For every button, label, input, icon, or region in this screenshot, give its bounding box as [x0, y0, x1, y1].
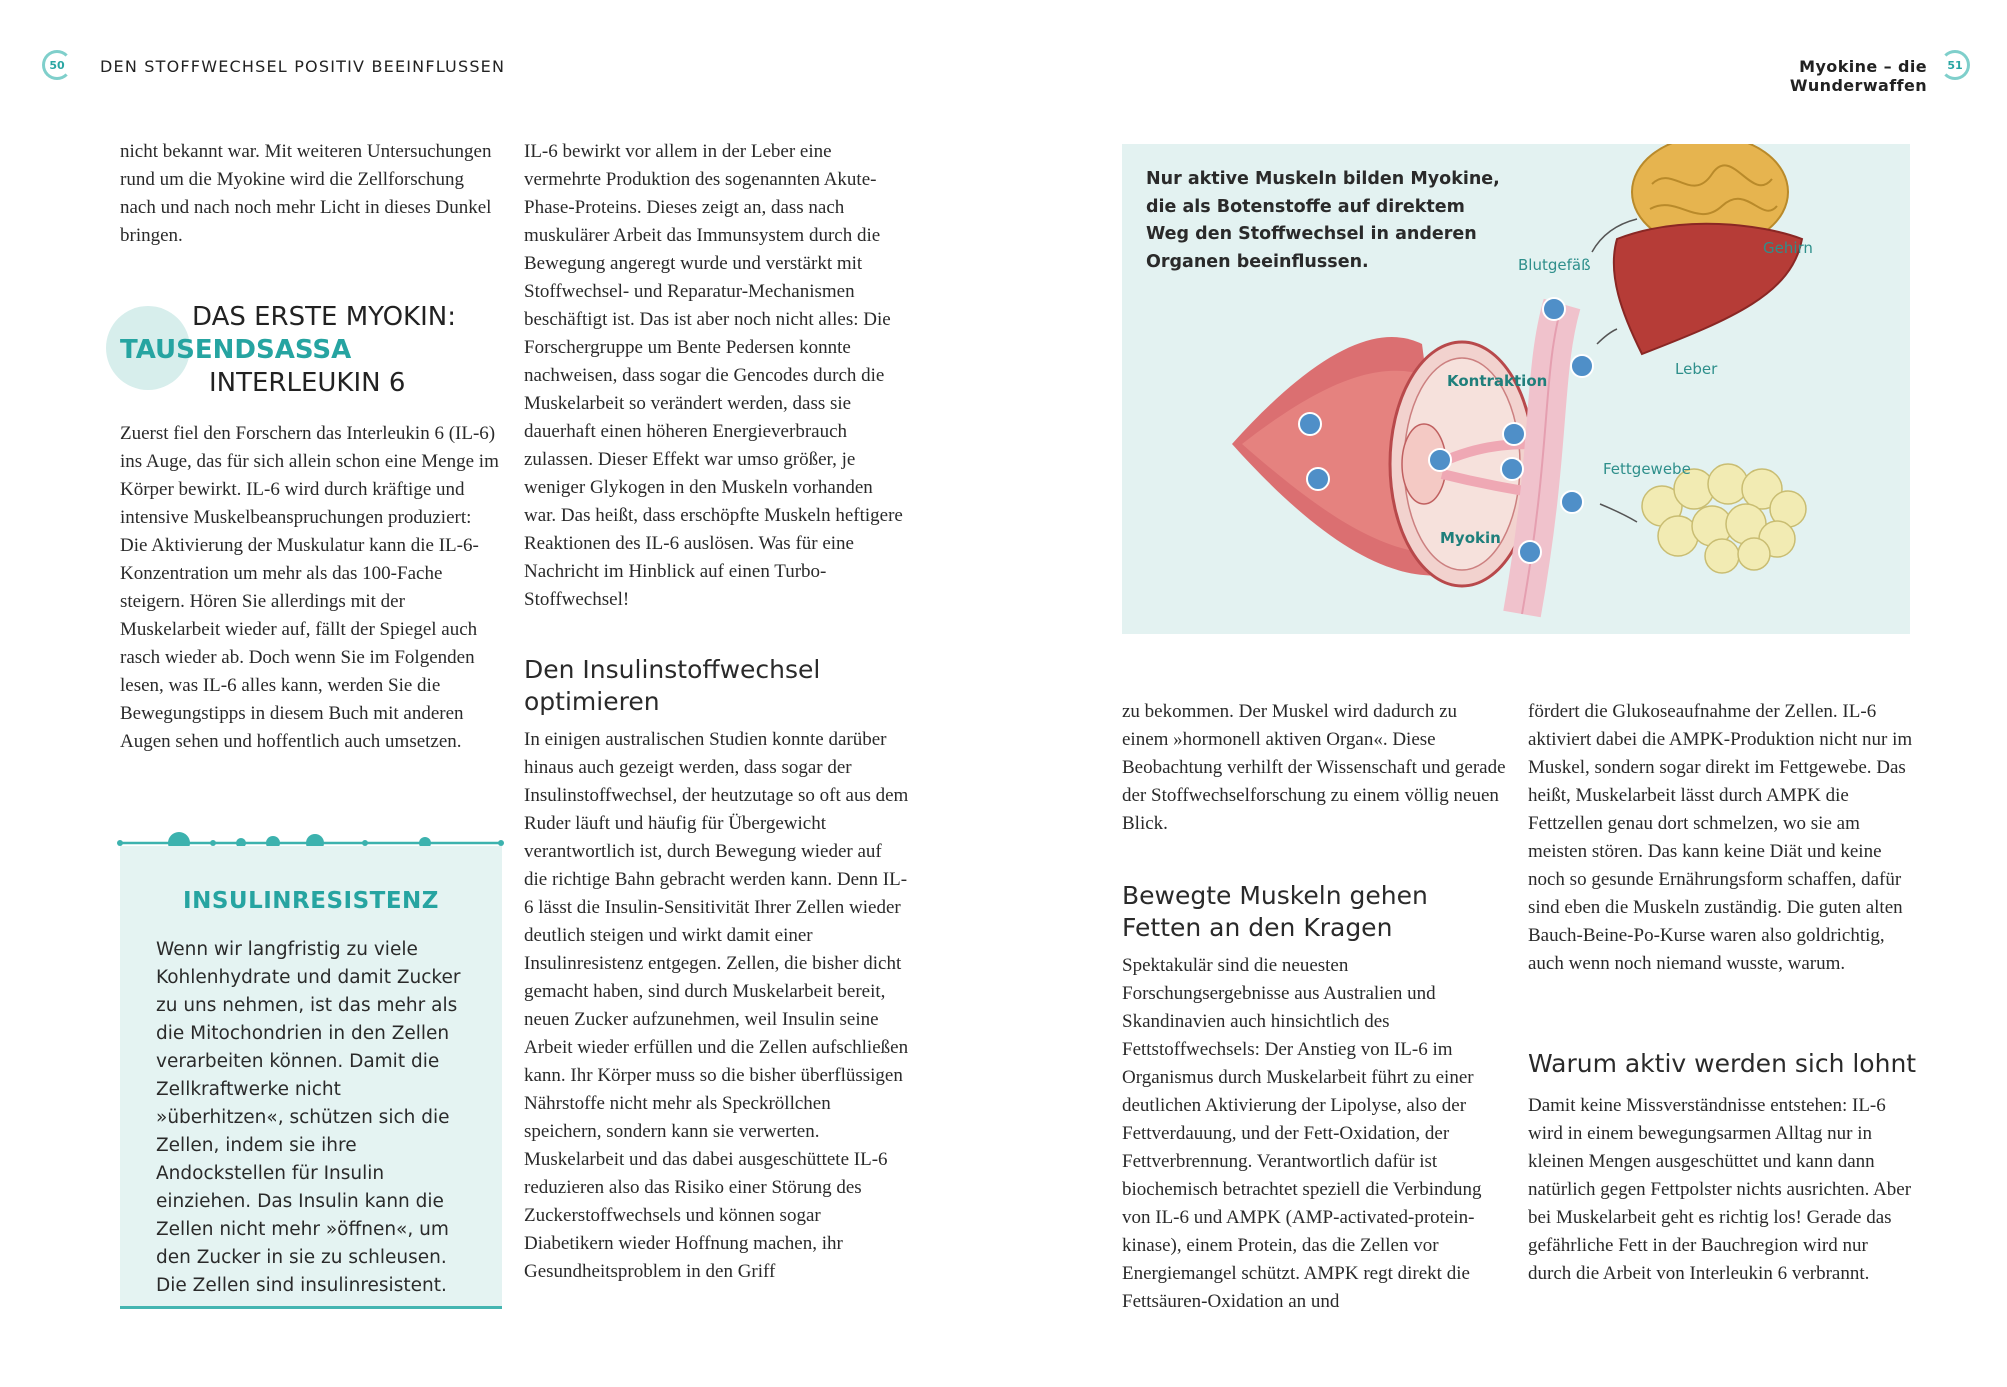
figure-caption: Nur aktive Muskeln bilden Myokine, die als Botenstoffe auf direktem Weg den Stoffwechsel in anderen Organen beeinflussen.: [1146, 169, 1500, 272]
label-fettgewebe: Fettgewebe: [1603, 460, 1691, 478]
infobox-title: INSULINRESISTENZ: [183, 888, 439, 914]
column-3-top: [1122, 698, 1507, 838]
column-2-body: [524, 726, 909, 1286]
figure-myokine: [1122, 144, 1910, 634]
heading-bewegte-muskeln: Bewegte Muskeln gehen Fetten an den Kragen: [1122, 881, 1428, 942]
section-title-line1: DAS ERSTE MYOKIN:: [192, 302, 456, 332]
label-leber: Leber: [1675, 360, 1718, 378]
section-title: [120, 301, 510, 400]
column-1-body: [120, 420, 502, 756]
paragraph: fördert die Glukoseaufnahme der Zellen. IL-6 aktiviert dabei die AMPK-Produktion nicht nur im Muskel, sondern sogar direkt im Fettgewebe. Das heißt, Muskelarbeit lässt durch AMPK die Fettzellen genau dort schmelzen, wo sie am meisten stören. Das kann keine Diät und keine noch so gesunde Ernährungsform schaffen, dafür sind eben die Muskeln zuständig. Die guten alten Bauch-Beine-Po-Kurse waren also goldrichtig, auch wenn noch niemand wusste, warum.: [1528, 701, 1913, 974]
paragraph: Zuerst fiel den Forschern das Interleukin 6 (IL-6) ins Auge, das für sich allein schon eine Menge im Körper bewirkt. IL-6 wird durch kräftige und intensive Muskelbeanspruchungen produziert: Die Aktivierung der Muskulatur kann die IL-6-Konzentration um mehr als das 100-Fache steigern. Hören Sie allerdings mit der Muskelarbeit wieder auf, fällt der Spiegel auch rasch wieder ab. Doch wenn Sie im Folgenden lesen, was IL-6 alles kann, werden Sie die Bewegungstipps in diesem Buch mit anderen Augen sehen und hoffentlich auch umsetzen.: [120, 423, 499, 752]
running-header-right: Myokine – die Wunderwaffen: [1789, 57, 1927, 95]
label-gehirn: Gehirn: [1763, 239, 1813, 257]
infobox-text: Wenn wir langfristig zu viele Kohlenhydrate und damit Zucker zu uns nehmen, ist das mehr als die Mitochondrien in den Zellen verarbeiten können. Damit die Zellkraftwerke nicht »überhitzen«, schützen sich die Zellen, indem sie ihre Andockstellen für Insulin einziehen. Das Insulin kann die Zellen nicht mehr »öffnen«, um den Zucker in sie zu schleusen. Die Zellen sind insulinresistent.: [156, 939, 461, 1296]
paragraph: Spektakulär sind die neuesten Forschungsergebnisse aus Australien und Skandinavien auch hinsichtlich des Fettstoffwechsels: Der Anstieg von IL-6 im Organismus durch Muskelarbeit führt zu einer deutlichen Aktivierung der Lipolyse, also der Fettverdauung, und der Fett-Oxidation, der Fettverbrennung. Verantwortlich dafür ist biochemisch betrachtet speziell die Verbindung von IL-6 und AMPK (AMP-activated-protein-kinase), einem Protein, das die Zellen vor Energiemangel schützt. AMPK regt direkt die Fettsäuren-Oxidation an und: [1122, 955, 1482, 1312]
column-4-body: [1528, 1092, 1913, 1288]
label-blutgefaess: Blutgefäß: [1518, 256, 1591, 274]
column-4-top: [1528, 698, 1913, 978]
paragraph: IL-6 bewirkt vor allem in der Leber eine vermehrte Produktion des sogenannten Akute-Phase-Proteins. Dieses zeigt an, dass nach muskulärer Arbeit das Immunsystem durch die Bewegung angeregt wurde und verstärkt mit Stoffwechsel- und Reparatur-Mechanismen beschäftigt ist. Das ist aber noch nicht alles: Die Forschergruppe um Bente Pedersen konnte nachweisen, dass sogar die Gencodes durch die Muskelarbeit so verändert werden, dass sie dauerhaft einen höheren Energieverbrauch zulassen. Dieser Effekt war umso größer, je weniger Glykogen in den Muskeln vorhanden war. Das heißt, dass erschöpfte Muskeln heftigere Reaktionen des IL-6 auslösen. Was für eine Nachricht im Hinblick auf einen Turbo-Stoffwechsel!: [524, 141, 903, 610]
paragraph: Damit keine Missverständnisse entstehen: IL-6 wird in einem bewegungsarmen Alltag nur in kleinen Mengen ausgeschüttet und kann dann natürlich gegen Fettpolster nichts ausrichten. Aber bei Muskelarbeit geht es richtig los! Gerade das gefährliche Fett in der Bauchregion wird nur durch die Arbeit von Interleukin 6 verbrannt.: [1528, 1095, 1912, 1284]
infobox-insulinresistenz: [120, 846, 502, 1309]
section-title-line2: TAUSENDSASSA: [120, 335, 352, 365]
label-myokin: Myokin: [1440, 529, 1501, 547]
heading-warum-aktiv: Warum aktiv werden sich lohnt: [1528, 1049, 1917, 1078]
column-3-body: [1122, 952, 1507, 1316]
column-1-top: [120, 138, 502, 250]
column-2-top: [524, 138, 909, 614]
label-kontraktion: Kontraktion: [1447, 372, 1548, 390]
paragraph: In einigen australischen Studien konnte darüber hinaus auch gezeigt werden, dass sogar der Insulinstoffwechsel, der heutzutage so oft aus dem Ruder läuft und häufig für Übergewicht verantwortlich ist, durch Bewegung wieder auf die richtige Bahn gebracht werden kann. Denn IL-6 lässt die Insulin-Sensitivität Ihrer Zellen wieder deutlich steigen und wirkt damit einer Insulinresistenz entgegen. Zellen, die bisher dicht gemacht haben, sind durch Muskelarbeit bereit, neuen Zucker aufzunehmen, weil Insulin seine Arbeit wieder erfüllen und die Zellen aufschließen kann. Ihr Körper muss so die bisher überflüssigen Nährstoffe nicht mehr als Speckröllchen speichern, sondern kann sie verwerten. Muskelarbeit und das dabei ausgeschüttete IL-6 reduzieren also das Risiko einer Störung des Zuckerstoffwechsels und können sogar Diabetikern wieder Hoffnung machen, ihr Gesundheitsproblem in den Griff: [524, 729, 909, 1282]
section-title-line3: INTERLEUKIN 6: [209, 368, 406, 398]
paragraph: zu bekommen. Der Muskel wird dadurch zu einem »hormonell aktiven Organ«. Diese Beobachtung verhilft der Wissenschaft und gerade der Stoffwechselforschung zu einem völlig neuen Blick.: [1122, 701, 1506, 834]
running-header-left: DEN STOFFWECHSEL POSITIV BEEINFLUSSEN: [100, 57, 506, 76]
page-number-left: 50: [42, 50, 72, 80]
paragraph: nicht bekannt war. Mit weiteren Untersuchungen rund um die Myokine wird die Zellforschung nach und nach noch mehr Licht in dieses Dunkel bringen.: [120, 141, 492, 246]
page-number-right: 51: [1940, 50, 1970, 80]
heading-insulinstoffwechsel: Den Insulinstoffwechsel optimieren: [524, 655, 821, 716]
